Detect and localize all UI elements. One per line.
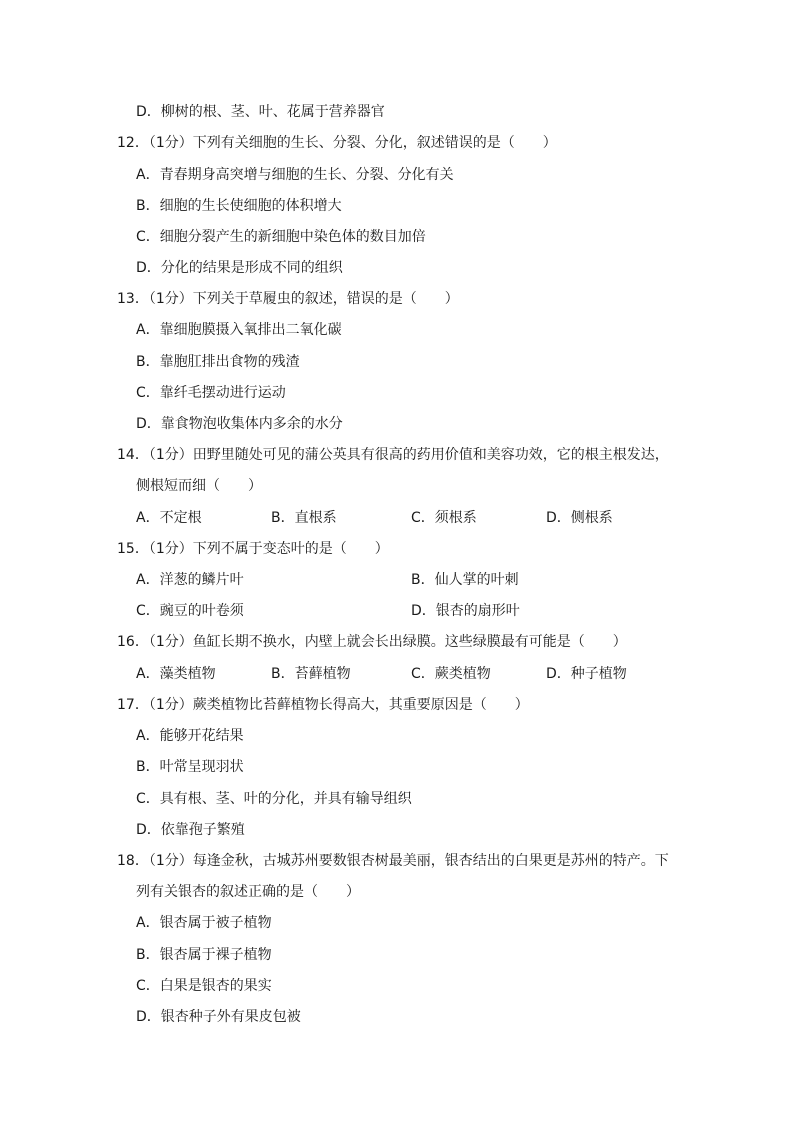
question-14-stem-line1: 14．（1分）田野里随处可见的蒲公英具有很高的药用价值和美容功效，它的根主根发达， — [117, 447, 669, 463]
question-16-stem: 16．（1分）鱼缸长期不换水，内壁上就会长出绿膜。这些绿膜最有可能是（ ） — [117, 634, 627, 650]
question-18-stem-line2: 列有关银杏的叙述正确的是（ ） — [136, 884, 360, 900]
question-13-option-d: D．靠食物泡收集体内多余的水分 — [136, 416, 343, 432]
question-14-option-d: D．侧根系 — [546, 510, 613, 526]
question-12-option-a: A．青春期身高突增与细胞的生长、分裂、分化有关 — [136, 167, 454, 183]
question-16-option-d: D．种子植物 — [546, 666, 627, 682]
question-15-option-c: C．豌豆的叶卷须 — [136, 603, 244, 619]
question-16-option-b: B．苔藓植物 — [271, 666, 351, 682]
question-15-stem: 15．（1分）下列不属于变态叶的是（ ） — [117, 541, 389, 557]
question-15-option-a: A．洋葱的鳞片叶 — [136, 572, 244, 588]
question-18-option-c: C．白果是银杏的果实 — [136, 978, 272, 994]
question-14-option-a: A．不定根 — [136, 510, 202, 526]
question-13-option-b: B．靠胞肛排出食物的残渣 — [136, 354, 300, 370]
question-18-option-b: B．银杏属于裸子植物 — [136, 947, 272, 963]
question-14-stem-line2: 侧根短而细（ ） — [136, 478, 262, 494]
question-17-option-a: A．能够开花结果 — [136, 728, 244, 744]
question-17-option-c: C．具有根、茎、叶的分化，并具有输导组织 — [136, 791, 412, 807]
question-12-option-c: C．细胞分裂产生的新细胞中染色体的数目加倍 — [136, 229, 426, 245]
question-13-option-a: A．靠细胞膜摄入氧排出二氧化碳 — [136, 322, 342, 338]
question-13-option-c: C．靠纤毛摆动进行运动 — [136, 385, 286, 401]
question-15-option-d: D．银杏的扇形叶 — [411, 603, 520, 619]
question-17-option-d: D．依靠孢子繁殖 — [136, 822, 245, 838]
question-12-stem: 12．（1分）下列有关细胞的生长、分裂、分化，叙述错误的是（ ） — [117, 135, 557, 151]
question-17-option-b: B．叶常呈现羽状 — [136, 759, 244, 775]
question-12-option-b: B．细胞的生长使细胞的体积增大 — [136, 198, 342, 214]
prev-question-option-d: D．柳树的根、茎、叶、花属于营养器官 — [136, 104, 385, 120]
question-18-option-a: A．银杏属于被子植物 — [136, 915, 272, 931]
question-17-stem: 17．（1分）蕨类植物比苔藓植物长得高大，其重要原因是（ ） — [117, 697, 529, 713]
question-13-stem: 13．（1分）下列关于草履虫的叙述，错误的是（ ） — [117, 291, 459, 307]
question-16-option-a: A．藻类植物 — [136, 666, 216, 682]
question-16-option-c: C．蕨类植物 — [411, 666, 491, 682]
question-15-option-b: B．仙人掌的叶刺 — [411, 572, 519, 588]
question-18-option-d: D．银杏种子外有果皮包被 — [136, 1009, 301, 1025]
question-14-option-b: B．直根系 — [271, 510, 337, 526]
question-18-stem-line1: 18．（1分）每逢金秋，古城苏州要数银杏树最美丽，银杏结出的白果更是苏州的特产。下 — [117, 853, 669, 869]
question-14-option-c: C．须根系 — [411, 510, 477, 526]
question-12-option-d: D．分化的结果是形成不同的组织 — [136, 260, 343, 276]
